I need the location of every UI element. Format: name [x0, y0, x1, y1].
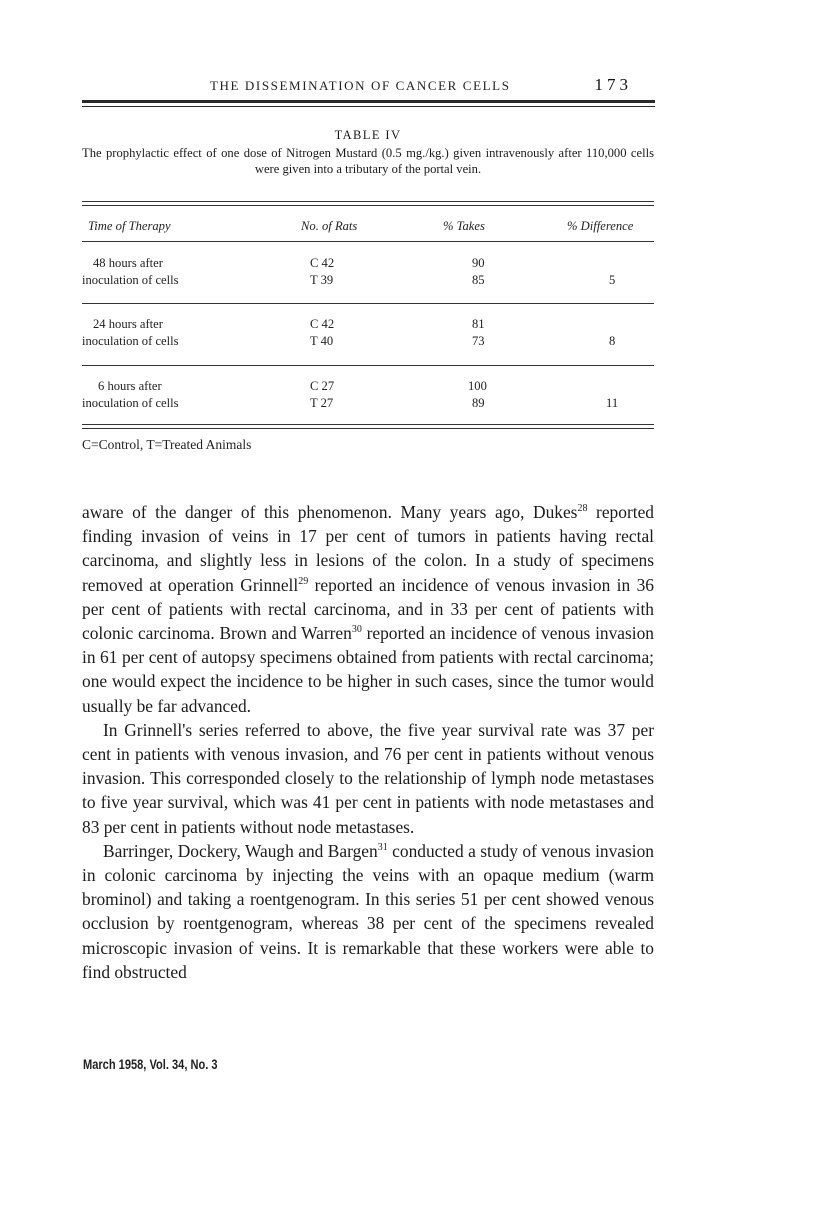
table-label: TABLE IV	[334, 128, 402, 142]
table-bottom-rule-1	[82, 424, 654, 425]
header-rule-thick	[82, 100, 655, 103]
reference-30: 30	[351, 624, 362, 636]
running-title: THE DISSEMINATION OF CANCER CELLS	[210, 78, 511, 93]
row1-control: C 42	[310, 256, 335, 270]
row2-takes-treated: 73	[472, 334, 485, 348]
table-top-rule-2	[82, 205, 654, 206]
column-header-takes: % Takes	[443, 219, 485, 233]
row3-time-line2: inoculation of cells	[82, 396, 179, 410]
table-legend: C=Control, T=Treated Animals	[82, 437, 252, 452]
row2-control: C 42	[310, 317, 335, 331]
row2-difference: 8	[609, 334, 616, 348]
row1-difference: 5	[609, 273, 616, 287]
paragraph-3	[82, 839, 654, 984]
row2-takes-control: 81	[472, 317, 485, 331]
table-top-rule-1	[82, 201, 654, 202]
paragraph-1-part-d: reported an incidence of venous invasion in 61 per cent of autopsy specimens obtained from patients with rectal carcinoma; one would expect the incidence to be higher in such cases, since the tumor would usually be far advanced.	[82, 623, 654, 716]
header-rule-thin	[82, 106, 655, 107]
reference-31: 31	[377, 841, 388, 853]
row3-difference: 11	[606, 396, 619, 410]
body-text	[82, 500, 654, 984]
row1-rule	[82, 303, 654, 304]
column-header-rats: No. of Rats	[301, 219, 358, 233]
reference-29: 29	[298, 575, 309, 587]
row2-rule	[82, 365, 654, 366]
row1-takes-control: 90	[472, 256, 485, 270]
row2-time-line2: inoculation of cells	[82, 334, 179, 348]
journal-issue-footer: March 1958, Vol. 34, No. 3	[83, 1057, 218, 1072]
running-header	[82, 75, 654, 98]
row3-time-line1: 6 hours after	[98, 379, 162, 393]
row3-treated: T 27	[310, 396, 334, 410]
paragraph-1	[82, 500, 654, 718]
row1-takes-treated: 85	[472, 273, 485, 287]
paragraph-1-part-a: aware of the danger of this phenomenon. Many years ago, Dukes	[82, 502, 578, 522]
paragraph-3-part-b: conducted a study of venous invasion in colonic carcinoma by injecting the veins with an opaque medium (warm brominol) and taking a roentgenogram. In this series 51 per cent showed venous occlusion by roentgenogram, whereas 38 per cent of the specimens revealed microscopic invasion of veins. It is remarkable that these workers were able to find obstructed	[82, 840, 654, 982]
row3-takes-control: 100	[468, 379, 487, 393]
table-bottom-rule-2	[82, 428, 654, 429]
row3-control: C 27	[310, 379, 335, 393]
table-caption: The prophylactic effect of one dose of Nitrogen Mustard (0.5 mg./kg.) given intravenously after 110,000 cells were given into a tributary of the portal vein.	[82, 146, 654, 176]
row2-time-line1: 24 hours after	[93, 317, 163, 331]
row1-time-line1: 48 hours after	[93, 256, 163, 270]
page-number: 173	[594, 75, 632, 94]
table-header-rule	[82, 241, 654, 242]
paragraph-3-part-a: Barringer, Dockery, Waugh and Bargen	[103, 840, 378, 861]
row1-time-line2: inoculation of cells	[82, 273, 179, 287]
row2-treated: T 40	[310, 334, 334, 348]
row3-takes-treated: 89	[472, 396, 485, 410]
paragraph-1-part-b: reported finding invasion of veins in 17 per cent of tumors in patients having rectal carcinoma, and slightly less in lesions of the colon. In a study of specimens removed at operation Grinnell	[82, 502, 654, 595]
column-header-time: Time of Therapy	[88, 219, 171, 233]
column-header-difference: % Difference	[567, 219, 634, 233]
paragraph-2: In Grinnell's series referred to above, the five year survival rate was 37 per cent in patients with venous invasion, and 76 per cent in patients without venous invasion. This corresponded closely to the relationship of lymph node metastases to five year survival, which was 41 per cent in patients with node metastases and 83 per cent in patients without node metastases.	[82, 719, 654, 837]
reference-28: 28	[577, 503, 588, 514]
paragraph-1-part-c: reported an incidence of venous invasion in 36 per cent of patients with rectal carcinoma, and in 33 per cent of patients with colonic carcinoma. Brown and Warren	[82, 574, 654, 644]
row1-treated: T 39	[310, 273, 334, 287]
